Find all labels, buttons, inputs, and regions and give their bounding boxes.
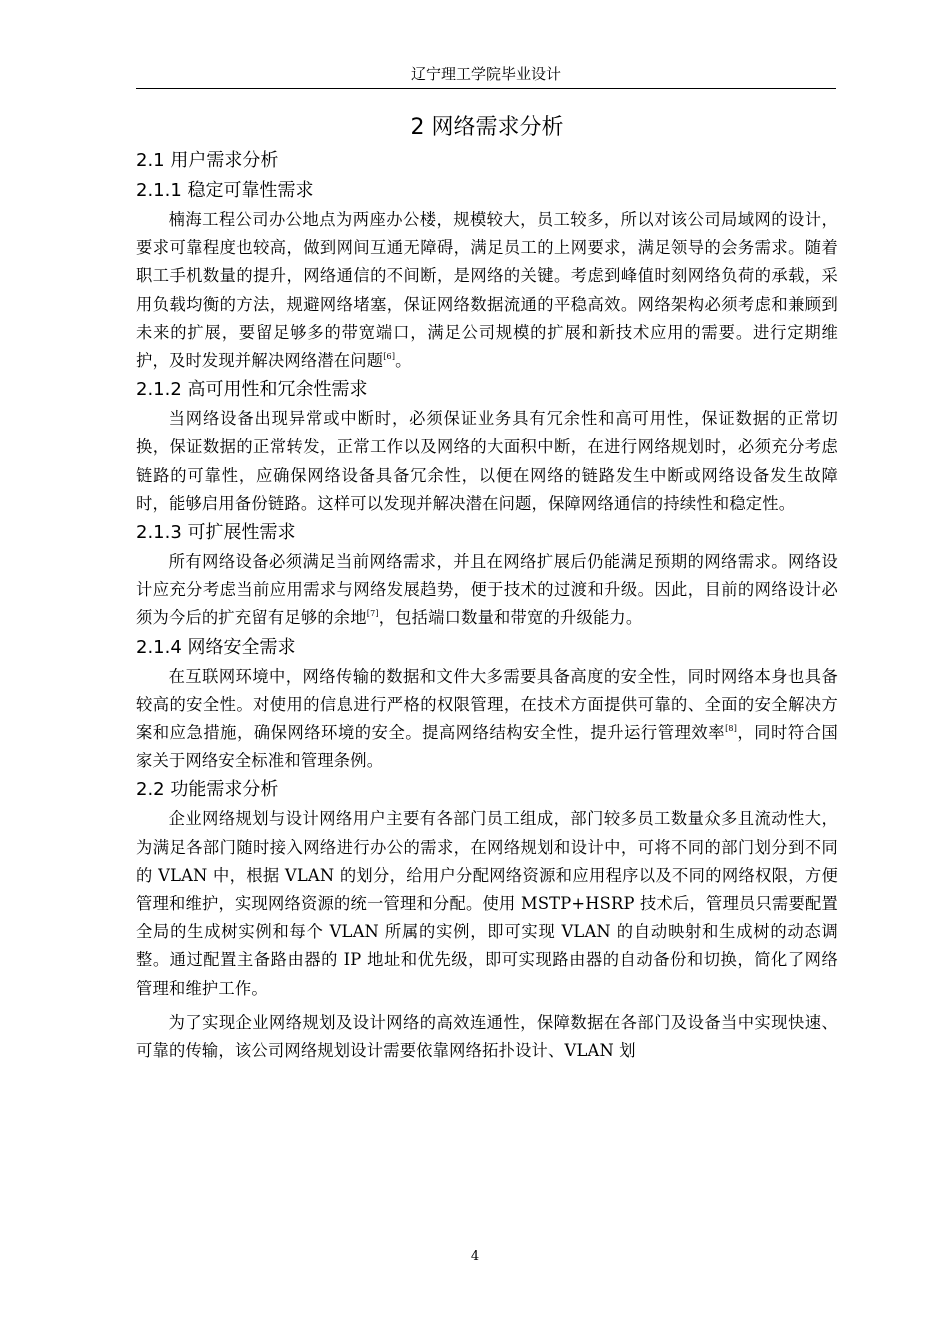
section-heading-2-1-4: 2.1.4 网络安全需求 xyxy=(136,636,296,658)
running-header: 辽宁理工学院毕业设计 xyxy=(410,65,561,83)
paragraph-2-1-2: 当网络设备出现异常或中断时，必须保证业务具有冗余性和高可用性，保证数据的正常切换，保证数据的正常转发，正常工作以及网络的大面积中断，在进行网络规划时，必须充分考虑链路的可靠性，应确保网络设备具备冗余性，以便在网络的链路发生中断或网络设备发生故障时，能够启用备份链路。这样可以发现并解决潜在问题，保障网络通信的持续性和稳定性。 xyxy=(136,409,838,513)
page-body xyxy=(136,112,838,1065)
paragraph-text-end: 。 xyxy=(395,351,412,371)
paragraph-2-1-4 xyxy=(136,663,838,776)
header-rule xyxy=(136,88,836,89)
section-heading-2-1-3: 2.1.3 可扩展性需求 xyxy=(136,522,296,544)
citation-ref: [6] xyxy=(383,352,396,362)
chapter-title: 2 网络需求分析 xyxy=(410,115,564,140)
section-heading-2-1-2: 2.1.2 高可用性和冗余性需求 xyxy=(136,379,368,401)
citation-ref: [8] xyxy=(725,724,738,734)
paragraph-2-2-b: 为了实现企业网络规划及设计网络的高效连通性，保障数据在各部门及设备当中实现快速、可靠的传输，该公司网络规划设计需要依靠网络拓扑设计、VLAN 划 xyxy=(136,1012,838,1061)
section-heading-2-1-1: 2.1.1 稳定可靠性需求 xyxy=(136,180,314,201)
paragraph-2-1-1 xyxy=(136,206,838,375)
page-number: 4 xyxy=(470,1249,480,1264)
paragraph-text: 楠海工程公司办公地点为两座办公楼，规模较大，员工较多，所以对该公司局域网的设计，要求可靠程度也较高，做到网间互通无障碍，满足员工的上网要求，满足领导的会务需求。随着职工手机数量的提升，网络通信的不间断，是网络的关键。考虑到峰值时刻网络负荷的承载，采用负载均衡的方法，规避网络堵塞，保证网络数据流通的平稳高效。网络架构必须考虑和兼顾到未来的扩展，要留足够多的带宽端口，满足公司规模的扩展和新技术应用的需要。进行定期维护，及时发现并解决网络潜在问题 xyxy=(136,210,838,371)
paragraph-2-2-a: 企业网络规划与设计网络用户主要有各部门员工组成，部门较多员工数量众多且流动性大，为满足各部门随时接入网络进行办公的需求，在网络规划和设计中，可将不同的部门划分到不同的 VLAN 中，根据 VLAN 的划分，给用户分配网络资源和应用程序以及不同的网络权限，方便管理和维护，实现网络资源的统一管理和分配。使用 MSTP+HSRP 技术后，管理员只需要配置全局的生成树实例和每个 VLAN 所属的实例，即可实现 VLAN 的自动映射和生成树的动态调整。通过配置主备路由器的 IP 地址和优先级，即可实现路由器的自动备份和切换，简化了网络管理和维护工作。 xyxy=(136,809,838,998)
paragraph-text-end: ，包括端口数量和带宽的升级能力。 xyxy=(378,608,643,628)
paragraph-text-end: ，同时符合国家关于网络安全标准和管理条例。 xyxy=(136,723,838,771)
paragraph-text: 在互联网环境中，网络传输的数据和文件大多需要具备高度的安全性，同时网络本身也具备较高的安全性。对使用的信息进行严格的权限管理，在技术方面提供可靠的、全面的安全解决方案和应急措施，确保网络环境的安全。提高网络结构安全性，提升运行管理效率 xyxy=(136,666,838,743)
citation-ref: [7] xyxy=(366,609,379,619)
section-heading-2-1: 2.1 用户需求分析 xyxy=(136,150,279,171)
paragraph-text: 所有网络设备必须满足当前网络需求，并且在网络扩展后仍能满足预期的网络需求。网络设计应充分考虑当前应用需求与网络发展趋势，便于技术的过渡和升级。因此，目前的网络设计必须为今后的扩充留有足够的余地 xyxy=(136,552,838,628)
paragraph-2-1-3 xyxy=(136,548,838,633)
section-heading-2-2: 2.2 功能需求分析 xyxy=(136,779,279,801)
